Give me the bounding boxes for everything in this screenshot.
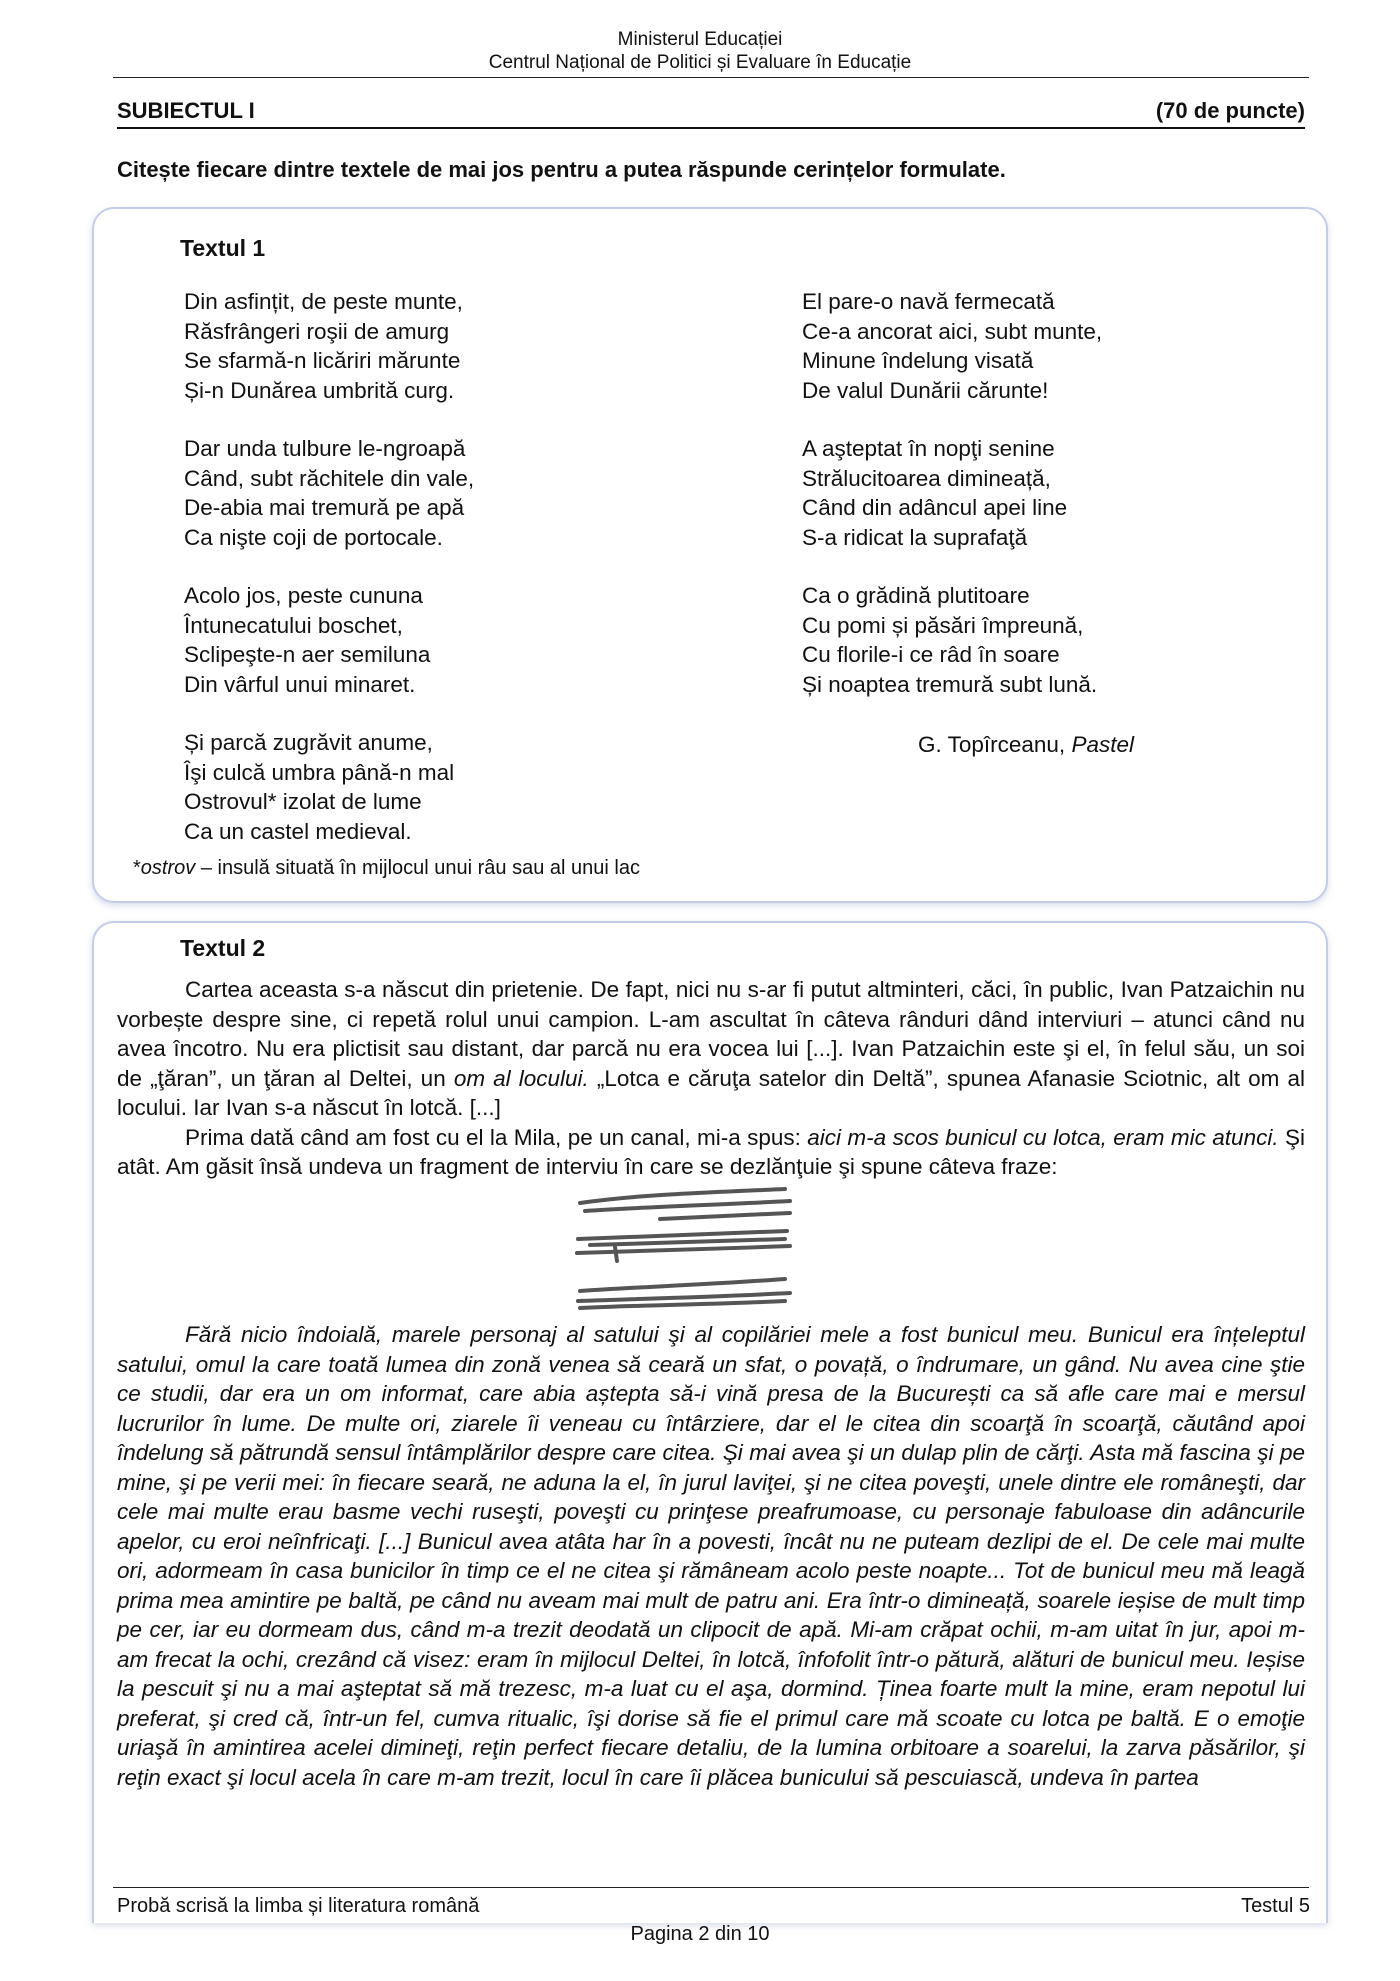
footnote-mark: *: [133, 857, 141, 879]
poem-line: De valul Dunării cărunte!: [802, 377, 1049, 403]
poem-line: Îşi culcă umbra până-n mal: [184, 759, 455, 785]
poem-line: Și noaptea tremură subt lună.: [802, 671, 1098, 697]
poem-line: Minune îndelung visată: [802, 348, 1034, 373]
poem-stanza: [184, 581, 474, 699]
poem-right-column: [802, 287, 1102, 728]
author-name: G. Topîrceanu,: [918, 732, 1066, 757]
poem-line: Din asfințit, de peste munte,: [184, 289, 463, 314]
center-header: Centrul Național de Politici și Evaluare în Educație: [488, 52, 912, 73]
page-number: Pagina 2 din 10: [630, 1923, 770, 1945]
poem-line: Ce-a ancorat aici, subt munte,: [802, 318, 1103, 344]
poem-line: El pare-o navă fermecată: [802, 289, 1055, 314]
ministry-header: Ministerul Educației: [617, 29, 783, 50]
poem-line: Când din adâncul apei line: [802, 495, 1068, 520]
quote-paragraph: Fără nicio îndoială, marele personaj al satului şi al copilăriei mele a fost bunicul meu. Bunicul era înțeleptul satului, omul la care toată lumea din zonă venea să ceară un sfat, o povață, o îndrumare, un gând. Nu avea cine ştie ce studii, dar era un om informat, care abia aștepta să-i vină presa de la București ca să afle care mai e mersul lucrurilor în lume. De multe ori, ziarele îi veneau cu întârziere, dar el le citea din scoarţă în scoarţă, căutând apoi îndelung să pătrundă sensul întâmplărilor despre care citea. Şi mai avea şi un dulap plin de cărţi. Asta mă fascina şi pe mine, şi pe verii mei: în fiecare seară, ne aduna la el, în jurul laviţei, şi ne citea poveşti, unele dintre ele româneşti, dar cele mai multe erau basme vechi ruseşti, poveşti cu prinţese preafrumoase, cu personaje fabuloase din adâncurile apelor, cu eroi neînfricaţi. [...] Bunicul avea atâta har în a povesti, încât nu ne puteam dezlipi de el. De cele mai multe ori, adormeam în casa bunicilor în timp ce el ne citea şi rămâneam acolo peste noapte... Tot de bunicul meu mă leagă prima mea amintire pe baltă, pe când nu aveam mai mult de patru ani. Era într-o dimineață, soarele ieșise de mult timp pe cer, iar eu dormeam dus, când m-a trezit deodată un clipocit de apă. Mi-am crăpat ochii, m-am uitat în jur, apoi m-am frecat la ochi, crezând că visez: eram în mijlocul Deltei, în lotcă, înfofolit într-o pătură, alături de bunicul meu. Ieșise la pescuit şi nu a mai aşteptat să mă trezesc, m-a luat cu el aşa, dormind. Ținea foarte mult la mine, eram nepotul lui preferat, şi cred că, într-un fel, cumva ritualic, îşi dorise să fie el primul care mă scoate cu lotca pe baltă. E o emoţie uriaşă în amintirea acelei dimineţi, reţin perfect fiecare detaliu, de la lumina orbitoare a soarelui, la zarva păsărilor, şi reţin exact şi locul acela în care m-am trezit, locul în care îi plăcea bunicului să pescuiască, undeva în partea: [117, 1322, 1305, 1790]
work-title: Pastel: [1071, 732, 1134, 757]
poem-stanza: [802, 581, 1102, 699]
handwritten-lines-sketch: [575, 1183, 795, 1313]
poem-line: Cu florile-i ce râd în soare: [802, 642, 1060, 667]
poem-line: Cu pomi și păsări împreună,: [802, 612, 1084, 638]
poem-line: Întunecatului boschet,: [184, 612, 403, 638]
poem-attribution: [918, 730, 1134, 759]
poem-stanza: [802, 287, 1102, 405]
poem-line: Din vârful unui minaret.: [184, 671, 416, 697]
subject-points: (70 de puncte): [1155, 98, 1305, 123]
poem-line: Ostrovul* izolat de lume: [184, 789, 422, 814]
paragraph-2-italic: aici m-a scos bunicul cu lotca, eram mic atunci.: [807, 1124, 1279, 1150]
poem-line: Strălucitoarea dimineață,: [802, 465, 1051, 491]
poem-stanza: [184, 434, 474, 552]
subject-heading: [117, 97, 1305, 129]
poem-line: Sclipeşte-n aer semiluna: [184, 642, 431, 667]
poem-left-column: [184, 287, 474, 875]
poem-line: Și-n Dunărea umbrită curg.: [184, 377, 455, 403]
poem-line: Acolo jos, peste cununa: [184, 583, 423, 608]
paragraph-2-end: Şi atât. Am găsit însă undeva un fragment de interviu în care se dezlănţuie şi spune câteva fraze:: [117, 1124, 1305, 1179]
paragraph-2: [117, 1123, 1305, 1182]
poem-line: De-abia mai tremură pe apă: [184, 495, 465, 520]
subject-title: SUBIECTUL I: [117, 98, 255, 123]
paragraph-1-text: Cartea aceasta s-a născut din prietenie. De fapt, nici nu s-ar fi putut altminteri, căci, în public, Ivan Patzaichin nu vorbește despre sine, ci repetă rolul unui campion. L-am ascultat în câteva rânduri dând interviuri – atunci când nu avea încotro. Nu era plictisit sau distant, dar parcă nu era vocea lui [...]. Ivan Patzaichin este şi el, în felul său, un soi de „ţăran”, un ţăran al Deltei, un: [117, 977, 1305, 1091]
footer-exam: Probă scrisă la limba și literatura română: [117, 1895, 480, 1917]
footnote-text: – insulă situată în mijlocul unui râu sau al unui lac: [195, 857, 640, 879]
footer-divider: [113, 1887, 1309, 1888]
poem-line: Ca nişte coji de portocale.: [184, 524, 443, 550]
poem-line: S-a ridicat la suprafaţă: [802, 524, 1028, 550]
footer-test: Testul 5: [1241, 1895, 1310, 1917]
interview-quote: [117, 1320, 1305, 1792]
poem-line: Ca un castel medieval.: [184, 818, 412, 844]
text1-title: Textul 1: [180, 235, 266, 261]
header-divider: [113, 77, 1309, 78]
poem-stanza: [184, 287, 474, 405]
poem-line: Răsfrângeri roşii de amurg: [184, 318, 450, 344]
paragraph-2-text: Prima dată când am fost cu el la Mila, pe un canal, mi-a spus:: [185, 1124, 808, 1150]
poem-line: Se sfarmă-n licăriri mărunte: [184, 348, 461, 373]
poem-stanza: [184, 728, 474, 846]
instruction: Citește fiecare dintre textele de mai jos pentru a putea răspunde cerințelor formulate.: [117, 157, 1006, 182]
paragraph-1: [117, 975, 1305, 1123]
poem-line: Dar unda tulbure le-ngroapă: [184, 436, 466, 461]
poem-line: Și parcă zugrăvit anume,: [184, 730, 433, 755]
poem-stanza: [802, 434, 1102, 552]
footnote: [133, 855, 640, 881]
footnote-term: ostrov: [140, 857, 196, 879]
poem-line: A aşteptat în nopţi senine: [802, 436, 1055, 461]
paragraph-1-italic: om al locului.: [453, 1065, 589, 1091]
paragraph-1-end: „Lotca e căruţa satelor din Deltă”, spunea Afanasie Sciotnic, alt om al locului. Iar Ivan s-a născut în lotcă. [...]: [117, 1065, 1306, 1120]
text2-intro: [117, 975, 1305, 1182]
poem-line: Când, subt răchitele din vale,: [184, 465, 475, 491]
poem-line: Ca o grădină plutitoare: [802, 583, 1030, 608]
text2-title: Textul 2: [180, 935, 266, 961]
